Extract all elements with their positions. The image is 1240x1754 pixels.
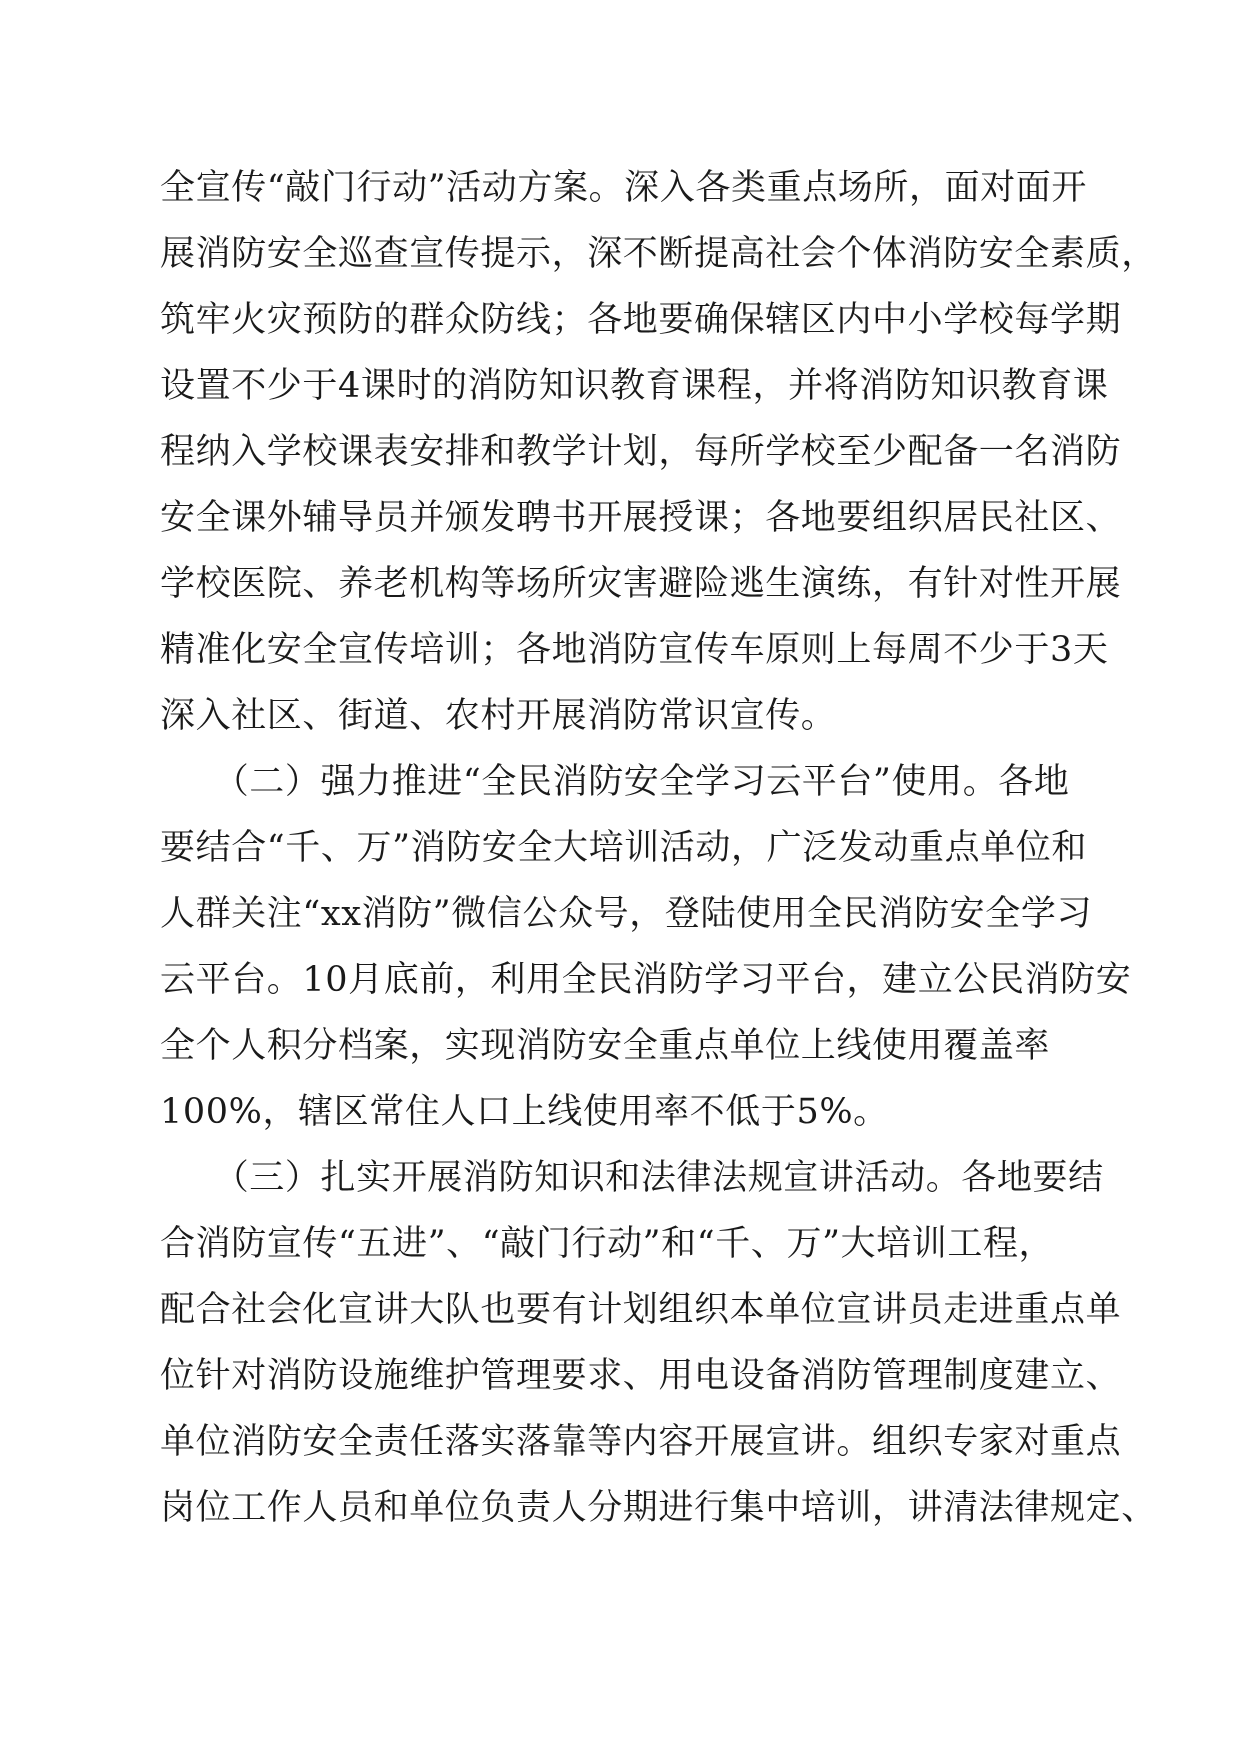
text-line: 岗位工作人员和单位负责人分期进行集中培训，讲清法律规定、 bbox=[160, 1488, 1157, 1528]
text-line: 程纳入学校课表安排和教学计划，每所学校至少配备一名消防 bbox=[160, 432, 1122, 472]
paragraph-3 bbox=[160, 1145, 1157, 1541]
text-line: 安全课外辅导员并颁发聘书开展授课；各地要组织居民社区、 bbox=[160, 498, 1122, 538]
text-line: 设置不少于4课时的消防知识教育课程，并将消防知识教育课 bbox=[160, 366, 1109, 406]
text-line: 全宣传“敲门行动”活动方案。深入各类重点场所，面对面开 bbox=[160, 168, 1087, 208]
text-line: 配合社会化宣讲大队也要有计划组织本单位宣讲员走进重点单 bbox=[160, 1290, 1122, 1330]
text-line: 云平台。10月底前，利用全民消防学习平台，建立公民消防安 bbox=[160, 960, 1132, 1000]
paragraph-2 bbox=[160, 749, 1132, 1145]
text-line: 合消防宣传“五进”、“敲门行动”和“千、万”大培训工程， bbox=[160, 1224, 1055, 1264]
text-line: 人群关注“xx消防”微信公众号，登陆使用全民消防安全学习 bbox=[160, 894, 1093, 934]
text-line: 学校医院、养老机构等场所灾害避险逃生演练，有针对性开展 bbox=[160, 564, 1122, 604]
text-line: 全个人积分档案，实现消防安全重点单位上线使用覆盖率 bbox=[160, 1026, 1051, 1066]
text-line: 精准化安全宣传培训；各地消防宣传车原则上每周不少于3天 bbox=[160, 630, 1109, 670]
body-text bbox=[160, 155, 1157, 1541]
text-line: 要结合“千、万”消防安全大培训活动，广泛发动重点单位和 bbox=[160, 828, 1087, 868]
text-line: （二）强力推进“全民消防安全学习云平台”使用。各地 bbox=[160, 762, 1070, 802]
text-line: 单位消防安全责任落实落靠等内容开展宣讲。组织专家对重点 bbox=[160, 1422, 1122, 1462]
paragraph-1 bbox=[160, 155, 1157, 749]
text-line: 展消防安全巡查宣传提示，深不断提高社会个体消防安全素质， bbox=[160, 234, 1157, 274]
text-line: 100%，辖区常住人口上线使用率不低于5%。 bbox=[160, 1092, 889, 1132]
text-line: 位针对消防设施维护管理要求、用电设备消防管理制度建立、 bbox=[160, 1356, 1122, 1396]
text-line: 筑牢火灾预防的群众防线；各地要确保辖区内中小学校每学期 bbox=[160, 300, 1122, 340]
text-line: （三）扎实开展消防知识和法律法规宣讲活动。各地要结 bbox=[160, 1158, 1104, 1198]
text-line: 深入社区、街道、农村开展消防常识宣传。 bbox=[160, 696, 837, 736]
